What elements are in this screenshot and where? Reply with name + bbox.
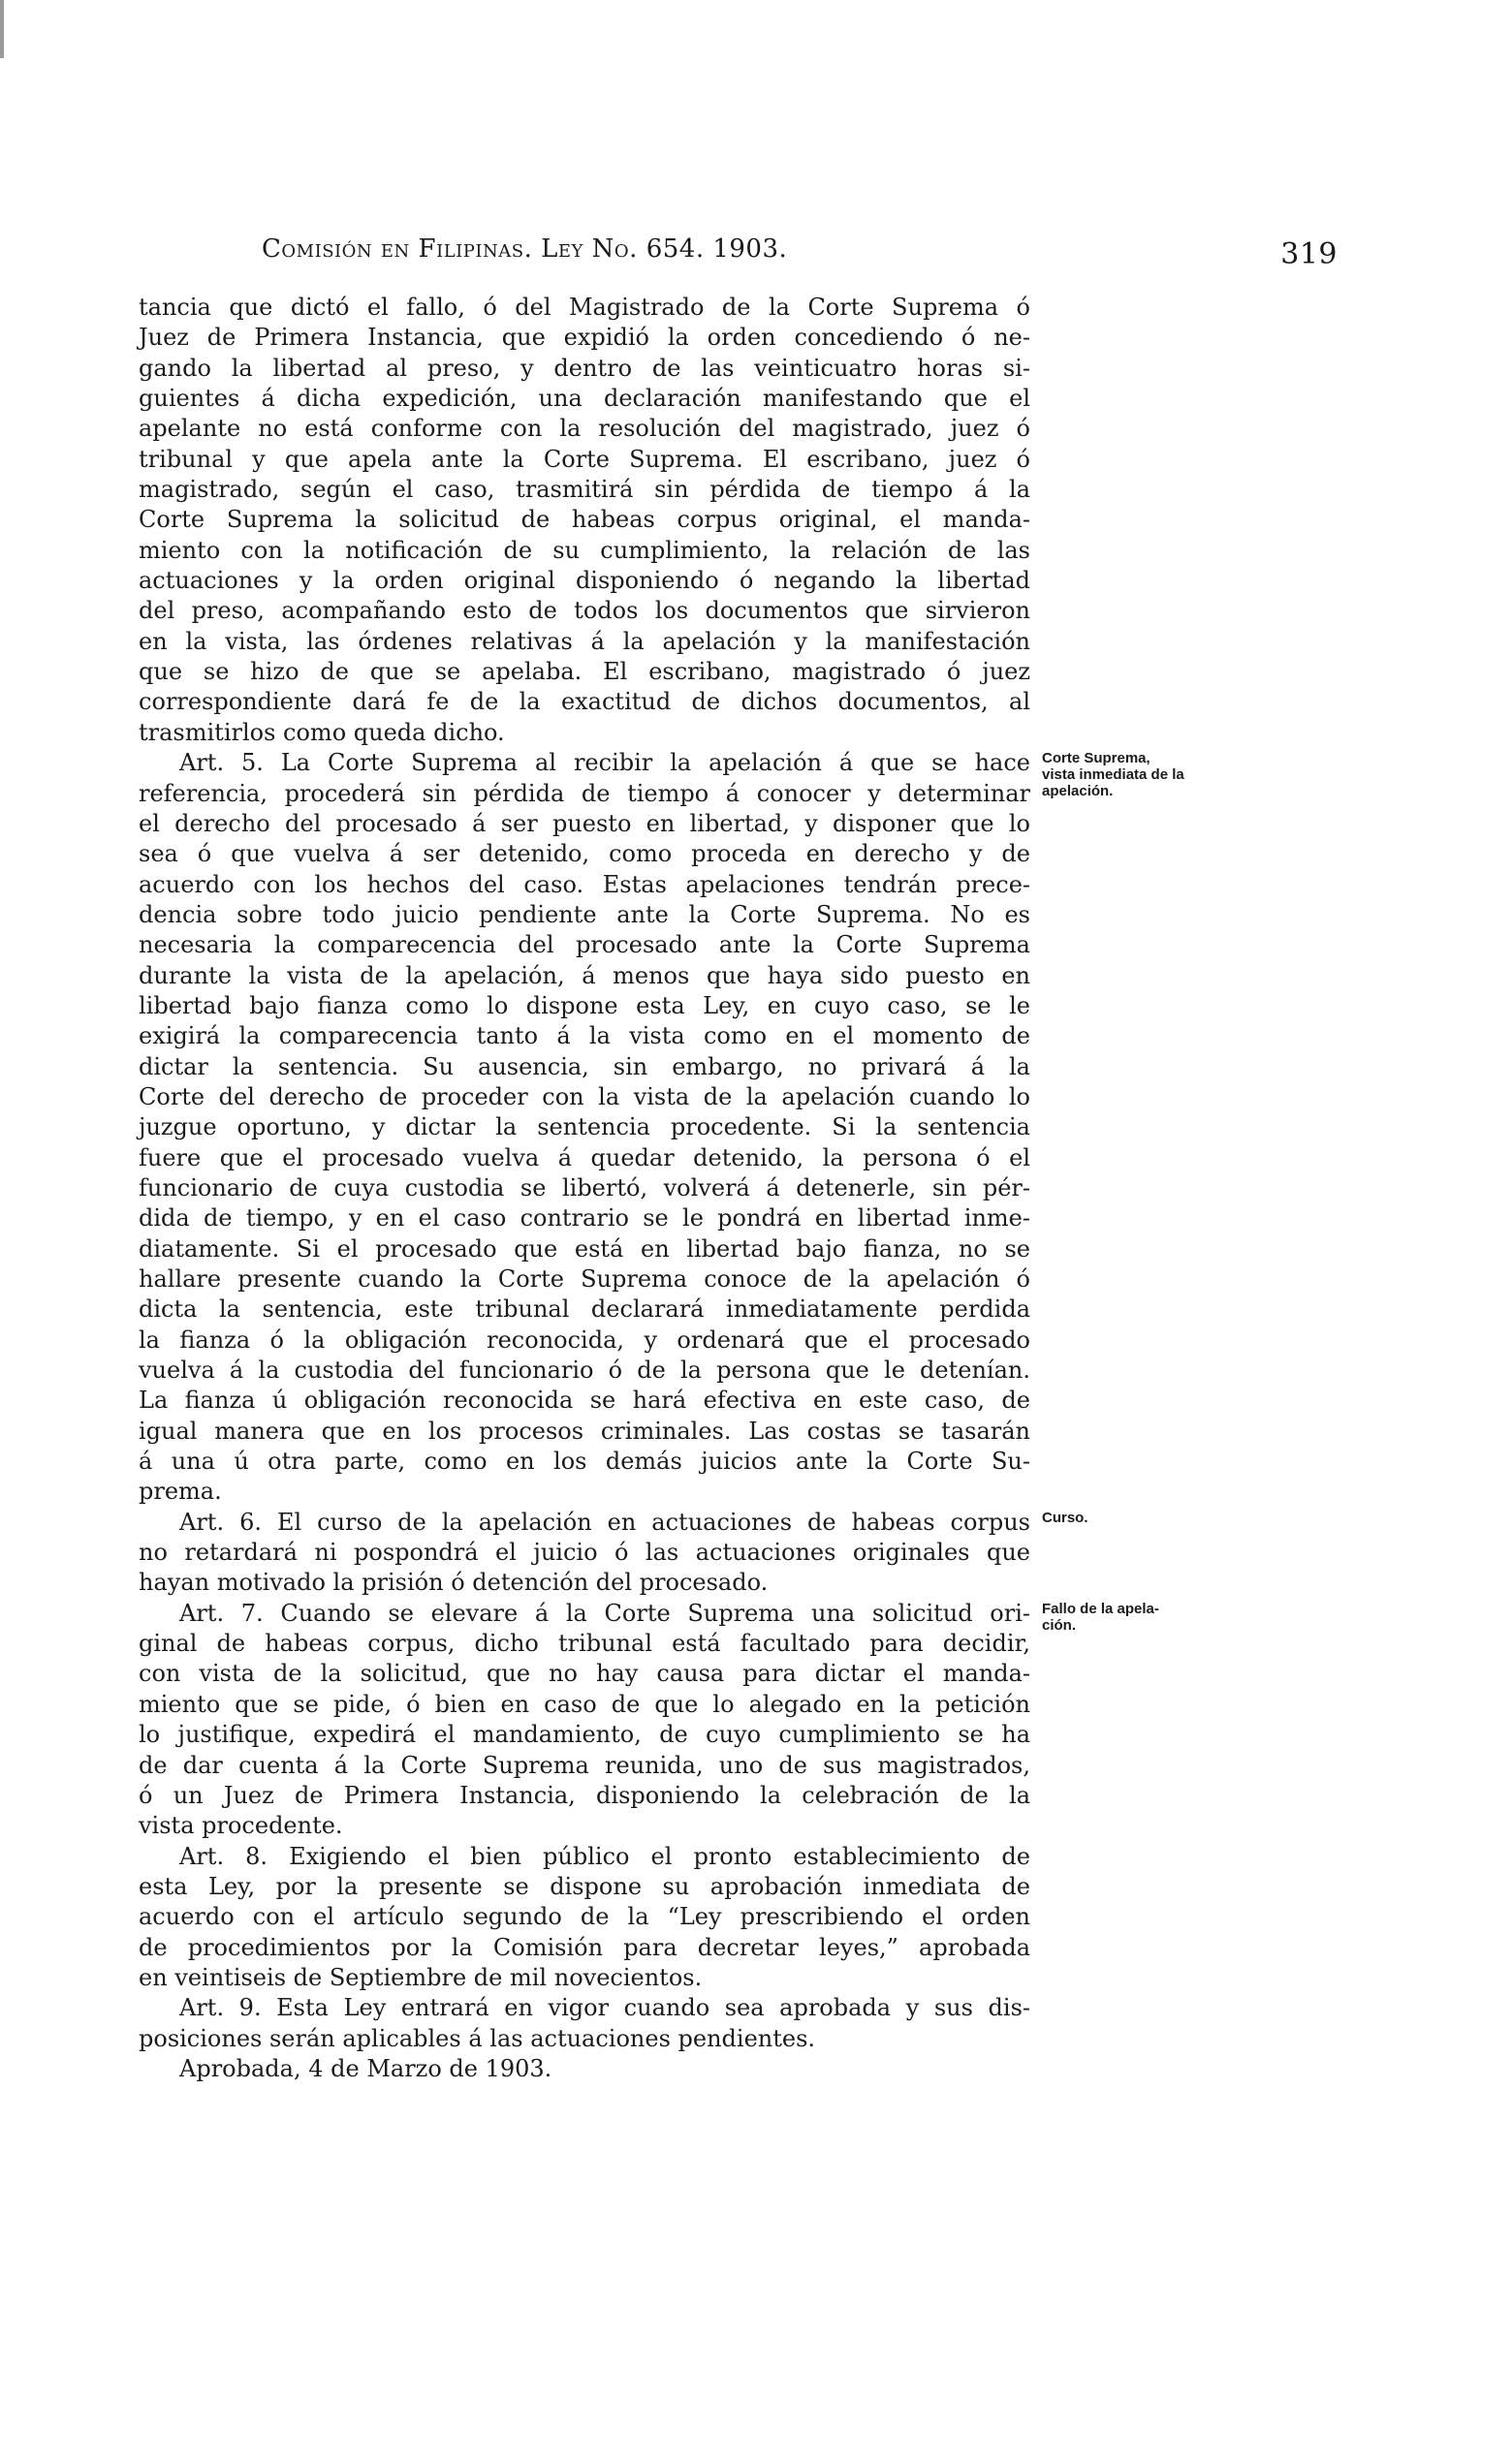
text-line: necesaria la comparecencia del procesado ante la Corte Suprema bbox=[139, 931, 1030, 959]
margin-note bbox=[1042, 750, 1294, 799]
text-line: guientes á dicha expedición, una declaración manifestando que el bbox=[139, 385, 1030, 413]
text-line: diatamente. Si el procesado que está en libertad bajo fianza, no se bbox=[139, 1234, 1030, 1263]
text-line: el derecho del procesado á ser puesto en libertad, y disponer que lo bbox=[139, 809, 1030, 837]
text-line: miento con la notificación de su cumplimiento, la relación de las bbox=[139, 536, 1030, 564]
text-line: no retardará ni pospondrá el juicio ó las actuaciones originales que bbox=[139, 1539, 1030, 1567]
margin-note-line: ción. bbox=[1042, 1617, 1077, 1635]
text-line: hallare presente cuando la Corte Suprema conoce de la apelación ó bbox=[139, 1265, 1030, 1293]
text-line: funcionario de cuya custodia se libertó, volverá á detenerle, sin pér- bbox=[139, 1173, 1030, 1201]
body-text bbox=[139, 293, 1030, 2084]
text-line: dida de tiempo, y en el caso contrario se le pondrá en libertad inme- bbox=[139, 1204, 1030, 1232]
text-line: dicta la sentencia, este tribunal declarará inmediatamente perdida bbox=[139, 1295, 1030, 1324]
text-line: La fianza ú obligación reconocida se hará efectiva en este caso, de bbox=[139, 1387, 1030, 1415]
margin-note-line: Corte Suprema, bbox=[1042, 750, 1150, 767]
text-line: en veintiseis de Septiembre de mil novecientos. bbox=[139, 1963, 703, 1991]
text-line: que se hizo de que se apelaba. El escribano, magistrado ó juez bbox=[139, 658, 1030, 686]
text-line: Aprobada, 4 de Marzo de 1903. bbox=[179, 2054, 552, 2082]
margin-note-line: apelación. bbox=[1042, 783, 1114, 800]
header-title: Comisión en Filipinas. Ley No. 654. 1903. bbox=[262, 234, 788, 264]
text-line: Corte Suprema la solicitud de habeas corpus original, el manda- bbox=[139, 506, 1030, 534]
text-line: gando la libertad al preso, y dentro de las veinticuatro horas si- bbox=[139, 354, 1030, 382]
text-line: del preso, acompañando esto de todos los documentos que sirvieron bbox=[139, 597, 1030, 625]
text-line: dencia sobre todo juicio pendiente ante la Corte Suprema. No es bbox=[139, 900, 1030, 928]
text-line: miento que se pide, ó bien en caso de que lo alegado en la petición bbox=[139, 1690, 1030, 1718]
text-line: ginal de habeas corpus, dicho tribunal está facultado para decidir, bbox=[139, 1630, 1030, 1658]
margin-note-line: vista inmediata de la bbox=[1042, 766, 1184, 784]
margin-note bbox=[1042, 1601, 1294, 1634]
text-line: ó un Juez de Primera Instancia, disponiendo la celebración de la bbox=[139, 1781, 1030, 1809]
text-line: posiciones serán aplicables á las actuaciones pendientes. bbox=[139, 2024, 816, 2052]
text-line: trasmitirlos como queda dicho. bbox=[139, 718, 505, 746]
text-line: Art. 8. Exigiendo el bien público el pronto establecimiento de bbox=[179, 1842, 1030, 1870]
text-line: de procedimientos por la Comisión para decretar leyes,” aprobada bbox=[139, 1933, 1030, 1961]
text-line: referencia, procederá sin pérdida de tiempo á conocer y determinar bbox=[139, 779, 1030, 807]
text-line: esta Ley, por la presente se dispone su aprobación inmediata de bbox=[139, 1872, 1030, 1900]
text-line: durante la vista de la apelación, á menos que haya sido puesto en bbox=[139, 961, 1030, 989]
text-line: libertad bajo fianza como lo dispone esta Ley, en cuyo caso, se le bbox=[139, 991, 1030, 1019]
margin-note bbox=[1042, 1510, 1294, 1526]
text-line: la fianza ó la obligación reconocida, y ordenará que el procesado bbox=[139, 1326, 1030, 1354]
text-line: exigirá la comparecencia tanto á la vista como en el momento de bbox=[139, 1022, 1030, 1050]
text-line: juzgue oportuno, y dictar la sentencia procedente. Si la sentencia bbox=[139, 1113, 1030, 1141]
page-number: 319 bbox=[1280, 237, 1338, 271]
text-line: con vista de la solicitud, que no hay causa para dictar el manda- bbox=[139, 1660, 1030, 1688]
text-line: dictar la sentencia. Su ausencia, sin embargo, no privará á la bbox=[139, 1052, 1030, 1080]
page-edge-mark bbox=[0, 0, 4, 58]
text-line: Art. 6. El curso de la apelación en actuaciones de habeas corpus bbox=[179, 1508, 1030, 1536]
text-line: en la vista, las órdenes relativas á la apelación y la manifestación bbox=[139, 627, 1030, 655]
text-line: magistrado, según el caso, trasmitirá sin pérdida de tiempo á la bbox=[139, 476, 1030, 504]
text-line: hayan motivado la prisión ó detención del procesado. bbox=[139, 1569, 769, 1597]
text-line: Art. 7. Cuando se elevare á la Corte Suprema una solicitud ori- bbox=[179, 1599, 1030, 1627]
text-line: fuere que el procesado vuelva á quedar detenido, la persona ó el bbox=[139, 1143, 1030, 1171]
text-line: apelante no está conforme con la resolución del magistrado, juez ó bbox=[139, 415, 1030, 443]
text-line: lo justifique, expedirá el mandamiento, de cuyo cumplimiento se ha bbox=[139, 1721, 1030, 1749]
text-line: á una ú otra parte, como en los demás juicios ante la Corte Su- bbox=[139, 1448, 1030, 1476]
text-line: igual manera que en los procesos criminales. Las costas se tasarán bbox=[139, 1417, 1030, 1445]
margin-note-line: Fallo de la apela- bbox=[1042, 1601, 1159, 1618]
text-line: sea ó que vuelva á ser detenido, como proceda en derecho y de bbox=[139, 840, 1030, 868]
text-line: de dar cuenta á la Corte Suprema reunida, uno de sus magistrados, bbox=[139, 1751, 1030, 1779]
text-line: Art. 5. La Corte Suprema al recibir la apelación á que se hace bbox=[179, 749, 1030, 777]
text-line: Juez de Primera Instancia, que expidió la orden concediendo ó ne- bbox=[139, 324, 1030, 352]
running-header bbox=[262, 234, 1386, 273]
text-line: acuerdo con el artículo segundo de la “Ley prescribiendo el orden bbox=[139, 1903, 1030, 1931]
text-line: actuaciones y la orden original disponiendo ó negando la libertad bbox=[139, 567, 1030, 595]
text-line: vista procedente. bbox=[139, 1812, 343, 1840]
text-line: acuerdo con los hechos del caso. Estas apelaciones tendrán prece- bbox=[139, 870, 1030, 898]
text-line: tribunal y que apela ante la Corte Suprema. El escribano, juez ó bbox=[139, 445, 1030, 473]
text-line: vuelva á la custodia del funcionario ó de la persona que le detenían. bbox=[139, 1357, 1030, 1385]
text-line: Art. 9. Esta Ley entrará en vigor cuando sea aprobada y sus dis- bbox=[179, 1994, 1030, 2022]
text-line: tancia que dictó el fallo, ó del Magistrado de la Corte Suprema ó bbox=[139, 294, 1030, 321]
text-line: correspondiente dará fe de la exactitud de dichos documentos, al bbox=[139, 688, 1030, 716]
margin-note-line: Curso. bbox=[1042, 1510, 1088, 1526]
text-line: prema. bbox=[139, 1478, 222, 1506]
text-line: Corte del derecho de proceder con la vista de la apelación cuando lo bbox=[139, 1082, 1030, 1110]
